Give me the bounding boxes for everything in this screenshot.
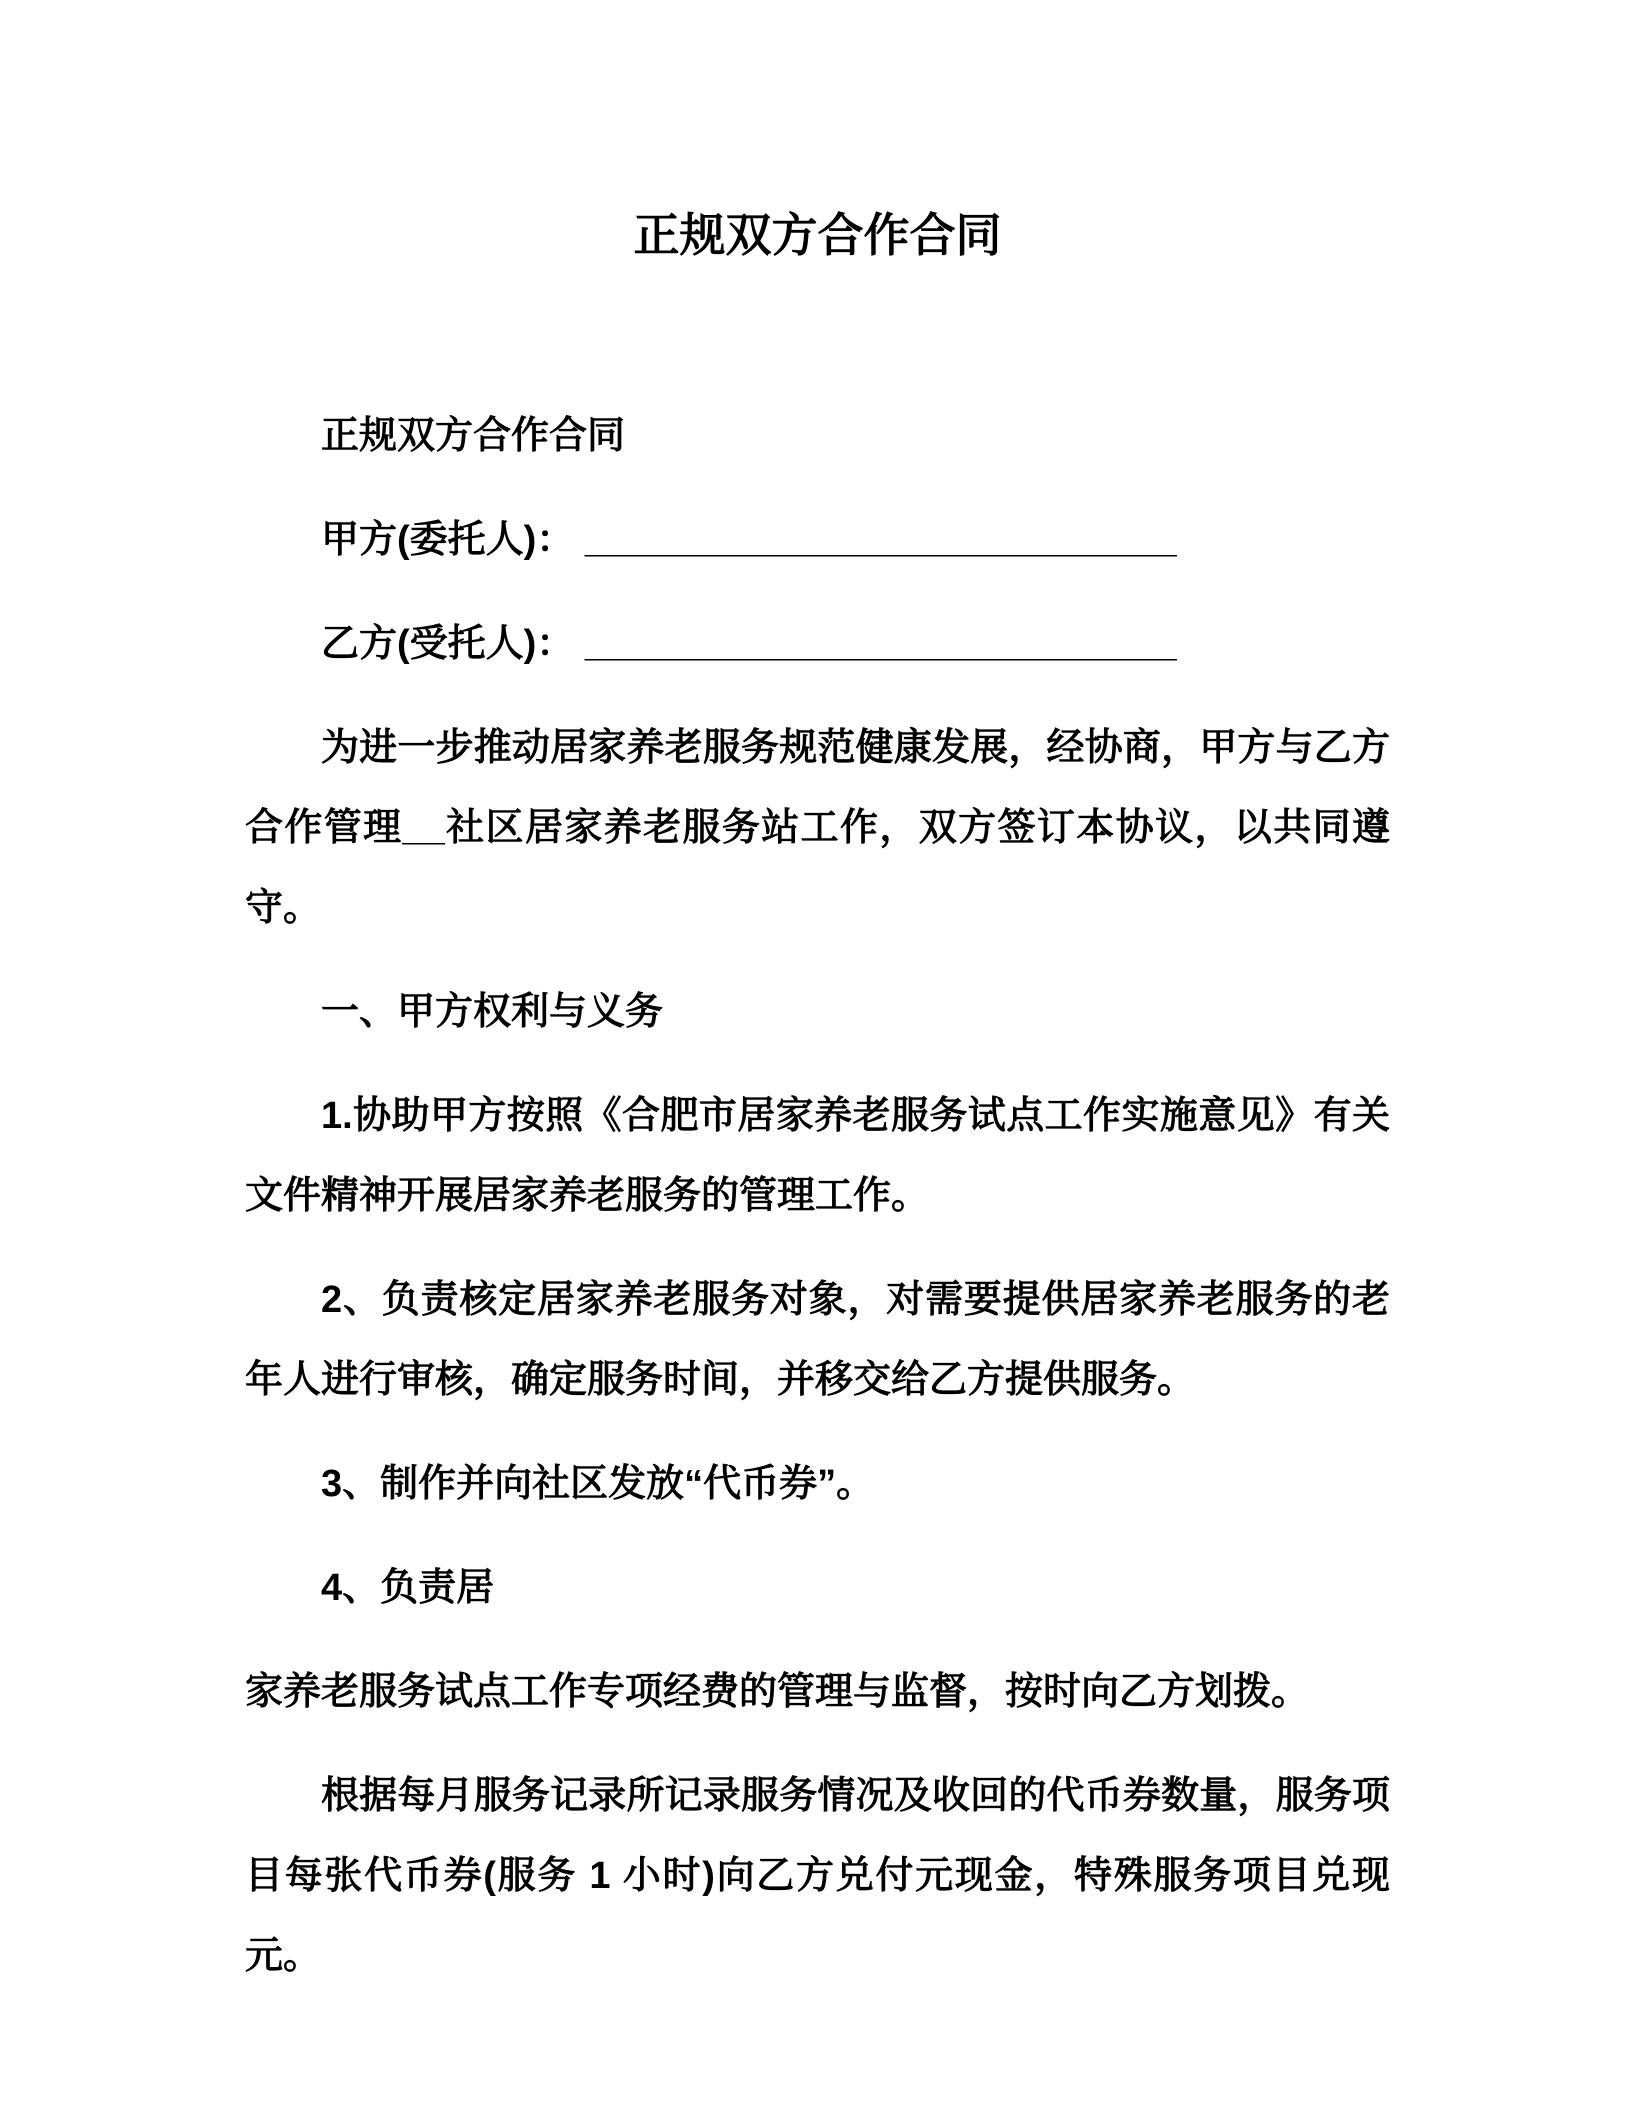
intro-paragraph: 为进一步推动居家养老服务规范健康发展，经协商，甲方与乙方合作管理__社区居家养老服务站工作，双方签订本协议，以共同遵守。 [245, 727, 1390, 929]
party-b-line [245, 604, 1390, 684]
contract-subtitle: 正规双方合作合同 [321, 415, 626, 457]
party-a-line [245, 500, 1390, 580]
clause-3: 3、制作并向社区发放“代币券”。 [321, 1463, 875, 1505]
party-b-blank-line: ____________________________ [584, 623, 1177, 665]
contract-title: 正规双方合作合同 [633, 209, 1002, 261]
section-1-heading: 一、甲方权利与义务 [321, 991, 664, 1033]
clause-4-continuation: 家养老服务试点工作专项经费的管理与监督，按时向乙方划拨。 [245, 1671, 1310, 1713]
clause-2: 2、负责核定居家养老服务对象，对需要提供居家养老服务的老年人进行审核，确定服务时间，并移交给乙方提供服务。 [245, 1279, 1390, 1401]
party-a-label: 甲方(委托人)： [321, 519, 575, 561]
payment-paragraph: 根据每月服务记录所记录服务情况及收回的代币券数量，服务项目每张代币券(服务 1 小时)向乙方兑付元现金，特殊服务项目兑现元。 [245, 1775, 1390, 1977]
party-a-blank-line: ____________________________ [584, 519, 1177, 561]
party-b-label: 乙方(受托人)： [321, 623, 575, 665]
clause-1: 1.协助甲方按照《合肥市居家养老服务试点工作实施意见》有关文件精神开展居家养老服务的管理工作。 [245, 1095, 1390, 1217]
clause-4: 4、负责居 [321, 1567, 495, 1609]
